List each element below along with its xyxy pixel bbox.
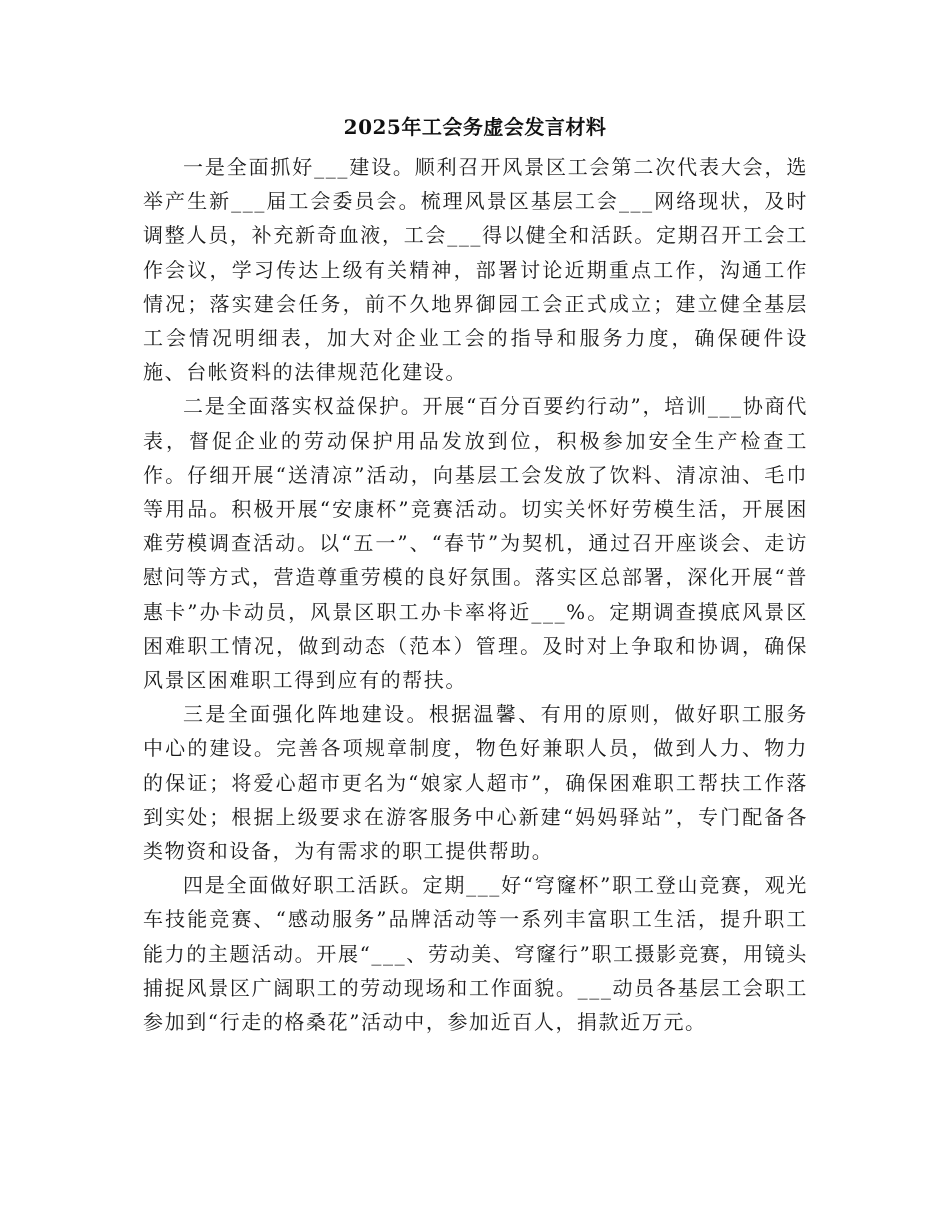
paragraph-2: 二是全面落实权益保护。开展“百分百要约行动”，培训___协商代表，督促企业的劳动保护用品发放到位，积极参加安全生产检查工作。仔细开展“送清凉”活动，向基层工会发放了饮料、清凉油、毛巾等用品。积极开展“安康杯”竞赛活动。切实关怀好劳模生活，开展困难劳模调查活动。以“五一”、“春节”为契机，通过召开座谈会、走访慰问等方式，营造尊重劳模的良好氛围。落实区总部署，深化开展“普惠卡”办卡动员，风景区职工办卡率将近___%。定期调查摸底风景区困难职工情况，做到动态（范本）管理。及时对上争取和协调，确保风景区困难职工得到应有的帮扶。 (143, 394, 808, 693)
document-title: 2025年工会务虚会发言材料 (343, 115, 607, 139)
document-body (143, 150, 808, 1039)
paragraph-4: 四是全面做好职工活跃。定期___好“穹窿杯”职工登山竞赛，观光车技能竞赛、“感动服务”品牌活动等一系列丰富职工生活，提升职工能力的主题活动。开展“___、劳动美、穹窿行”职工摄影竞赛，用镜头捕捉风景区广阔职工的劳动现场和工作面貌。___动员各基层工会职工参加到“行走的格桑花”活动中，参加近百人，捐款近万元。 (143, 873, 808, 1035)
paragraph-1: 一是全面抓好___建设。顺利召开风景区工会第二次代表大会，选举产生新___届工会委员会。梳理风景区基层工会___网络现状，及时调整人员，补充新奇血液，工会___得以健全和活跃。定期召开工会工作会议，学习传达上级有关精神，部署讨论近期重点工作，沟通工作情况；落实建会任务，前不久地界御园工会正式成立；建立健全基层工会情况明细表，加大对企业工会的指导和服务力度，确保硬件设施、台帐资料的法律规范化建设。 (143, 155, 808, 385)
paragraph-3: 三是全面强化阵地建设。根据温馨、有用的原则，做好职工服务中心的建设。完善各项规章制度，物色好兼职人员，做到人力、物力的保证；将爱心超市更名为“娘家人超市”，确保困难职工帮扶工作落到实处；根据上级要求在游客服务中心新建“妈妈驿站”，专门配备各类物资和设备，为有需求的职工提供帮助。 (143, 702, 808, 864)
